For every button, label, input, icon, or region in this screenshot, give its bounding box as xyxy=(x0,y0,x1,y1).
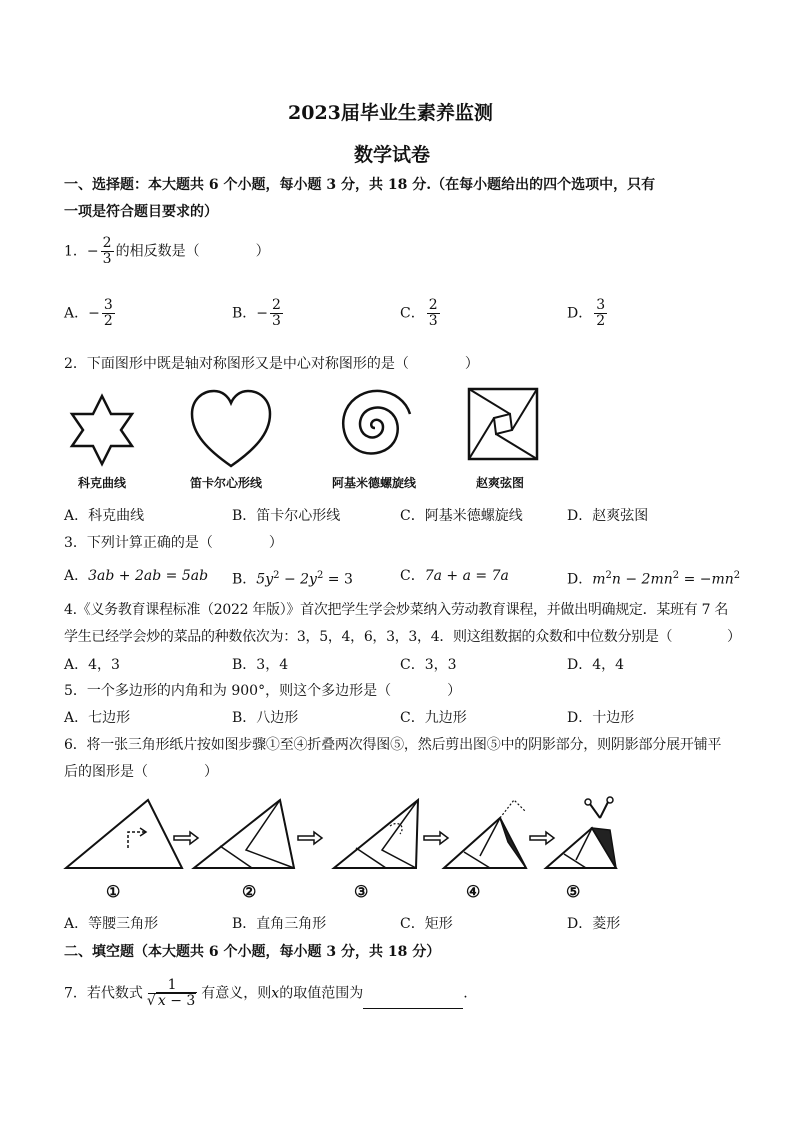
q1-option-d xyxy=(567,298,609,329)
option-den: 3 xyxy=(272,313,281,329)
option-expression: n − 2mn xyxy=(611,571,673,588)
option-expression: = 3 xyxy=(323,571,353,588)
fold-step-3 xyxy=(334,800,418,868)
q1-suffix: 的相反数是（ ） xyxy=(115,243,270,260)
page-title: 2023届毕业生素养监测 xyxy=(288,102,493,124)
q1-num: 2 xyxy=(102,235,112,251)
q1-option-c xyxy=(400,298,442,329)
zhao-shuang-figure xyxy=(466,386,540,462)
option-fraction xyxy=(270,298,283,329)
q7-den-variable: x xyxy=(157,993,166,1009)
question-6-line2: 后的图形是（ ） xyxy=(64,764,218,780)
answer-blank[interactable] xyxy=(363,994,463,1009)
q7-end: . xyxy=(463,985,468,1002)
q3-option-b xyxy=(232,566,353,590)
option-label: C． xyxy=(400,568,425,584)
q7-num: 1 xyxy=(148,978,196,994)
q3-option-a xyxy=(64,566,208,586)
exponent: 2 xyxy=(605,570,612,581)
option-den: 2 xyxy=(103,313,113,329)
q4-option-d: D．4，4 xyxy=(567,657,625,673)
q1-option-a xyxy=(64,298,117,329)
option-fraction xyxy=(427,298,440,329)
q4-option-a: A．4，3 xyxy=(64,657,120,673)
option-den: 3 xyxy=(428,313,438,329)
question-6-line1: 6．将一张三角形纸片按如图步骤①至④折叠两次得图⑤，然后剪出图⑤中的阴影部分，则阴影部分展开铺平 xyxy=(64,737,722,753)
q5-option-a: A．七边形 xyxy=(64,710,131,726)
figure-caption-zhao-shuang: 赵爽弦图 xyxy=(476,476,525,490)
option-num: 2 xyxy=(428,297,438,313)
section1-heading-line2: 一项是符合题目要求的） xyxy=(64,204,218,220)
question-4-line2: 学生已经学会炒的菜品的种数依次为：3，5，4，6，3，3，4．则这组数据的众数和中位数分别是（ ） xyxy=(64,629,741,645)
option-label: D． xyxy=(567,305,593,322)
option-fraction xyxy=(102,298,115,329)
step-label-2: ② xyxy=(242,882,257,901)
option-num: 2 xyxy=(272,297,281,313)
koch-curve-figure xyxy=(62,390,142,470)
exponent: 2 xyxy=(316,570,324,581)
fold-step-1 xyxy=(66,800,182,868)
q4-option-b: B．3，4 xyxy=(232,657,289,673)
question-5-stem: 5．一个多边形的内角和为 900°，则这个多边形是（ ） xyxy=(64,683,462,699)
question-4-line1: 4.《义务教育课程标准（2022 年版）》首次把学生学会炒菜纳入劳动教育课程，并做出明确规定．某班有 7 名 xyxy=(64,602,729,618)
exponent: 2 xyxy=(672,570,680,581)
q5-option-c: C．九边形 xyxy=(400,710,467,726)
exponent: 2 xyxy=(273,570,280,581)
fold-step-5 xyxy=(546,828,616,868)
q7-variable: x xyxy=(271,985,280,1002)
option-num: 3 xyxy=(103,297,113,313)
figure-caption-heart: 笛卡尔心形线 xyxy=(190,476,263,490)
arrow-icon xyxy=(174,832,198,844)
q2-option-c: C．阿基米德螺旋线 xyxy=(400,508,523,524)
question-2-stem: 2．下面图形中既是轴对称图形又是中心对称图形的是（ ） xyxy=(64,356,479,372)
q2-option-d: D．赵爽弦图 xyxy=(567,508,649,524)
section1-heading-line1: 一、选择题：本大题共 6 个小题，每小题 3 分，共 18 分.（在每小题给出的四个选项中，只有 xyxy=(64,177,656,193)
option-label: A． xyxy=(64,305,89,322)
exponent: 2 xyxy=(733,570,741,581)
q1-den: 3 xyxy=(102,251,112,267)
q7-den: √ x − 3 xyxy=(146,993,196,1009)
page-subtitle: 数学试卷 xyxy=(354,144,431,166)
option-label: D． xyxy=(567,571,593,588)
option-expression: m xyxy=(592,571,606,588)
option-num: 3 xyxy=(596,297,606,313)
q7-suffix-a: 有意义，则 xyxy=(201,985,272,1002)
q3-option-c xyxy=(400,566,509,586)
option-expression: − 2y xyxy=(279,571,317,588)
fold-step-2 xyxy=(194,800,294,868)
step-label-4: ④ xyxy=(466,882,481,901)
option-label: B． xyxy=(232,305,257,322)
question-1 xyxy=(64,236,270,267)
option-label: A． xyxy=(64,568,89,584)
step-label-3: ③ xyxy=(354,882,369,901)
spiral-figure xyxy=(334,384,416,466)
q4-option-c: C．3，3 xyxy=(400,657,457,673)
folding-steps-figure xyxy=(60,790,620,910)
option-expression: 3ab + 2ab = 5ab xyxy=(88,568,209,584)
heart-figure xyxy=(188,386,274,472)
q7-fraction xyxy=(145,978,199,1009)
q2-option-b: B．笛卡尔心形线 xyxy=(232,508,341,524)
arrow-icon xyxy=(298,832,322,844)
option-den: 2 xyxy=(596,313,606,329)
option-fraction xyxy=(594,298,607,329)
option-label: C． xyxy=(400,305,425,322)
q7-den-rest: − 3 xyxy=(165,993,196,1009)
option-sign: − xyxy=(256,305,269,322)
q6-option-a: A．等腰三角形 xyxy=(64,916,159,932)
option-label: B． xyxy=(232,571,257,588)
q6-option-d: D．菱形 xyxy=(567,916,621,932)
step-label-1: ① xyxy=(106,882,121,901)
q1-fraction xyxy=(101,236,114,267)
figure-caption-spiral: 阿基米德螺旋线 xyxy=(332,476,417,490)
q6-option-b: B．直角三角形 xyxy=(232,916,327,932)
q7-prefix: 7．若代数式 xyxy=(64,985,143,1002)
question-7 xyxy=(64,978,468,1009)
option-sign: − xyxy=(88,305,100,322)
q5-option-d: D．十边形 xyxy=(567,710,635,726)
q1-option-b xyxy=(232,298,285,329)
q3-option-d xyxy=(567,566,740,590)
step-label-5: ⑤ xyxy=(566,882,581,901)
q7-suffix-b: 的取值范围为 xyxy=(279,985,364,1002)
option-expression: = −mn xyxy=(679,571,734,588)
option-expression: 5y xyxy=(256,571,274,588)
arrow-icon xyxy=(424,832,448,844)
scissors-icon xyxy=(585,797,613,818)
arrow-icon xyxy=(530,832,554,844)
q1-prefix: − xyxy=(86,243,99,260)
q5-option-b: B．八边形 xyxy=(232,710,299,726)
q2-option-a: A．科克曲线 xyxy=(64,508,145,524)
fold-step-4 xyxy=(444,800,526,868)
figure-caption-koch: 科克曲线 xyxy=(78,476,127,490)
q1-number: 1． xyxy=(64,243,87,260)
question-3-stem: 3．下列计算正确的是（ ） xyxy=(64,535,283,551)
section2-heading: 二、填空题（本大题共 6 个小题，每小题 3 分，共 18 分） xyxy=(64,944,441,960)
q6-option-c: C．矩形 xyxy=(400,916,453,932)
option-expression: 7a + a = 7a xyxy=(424,568,509,584)
